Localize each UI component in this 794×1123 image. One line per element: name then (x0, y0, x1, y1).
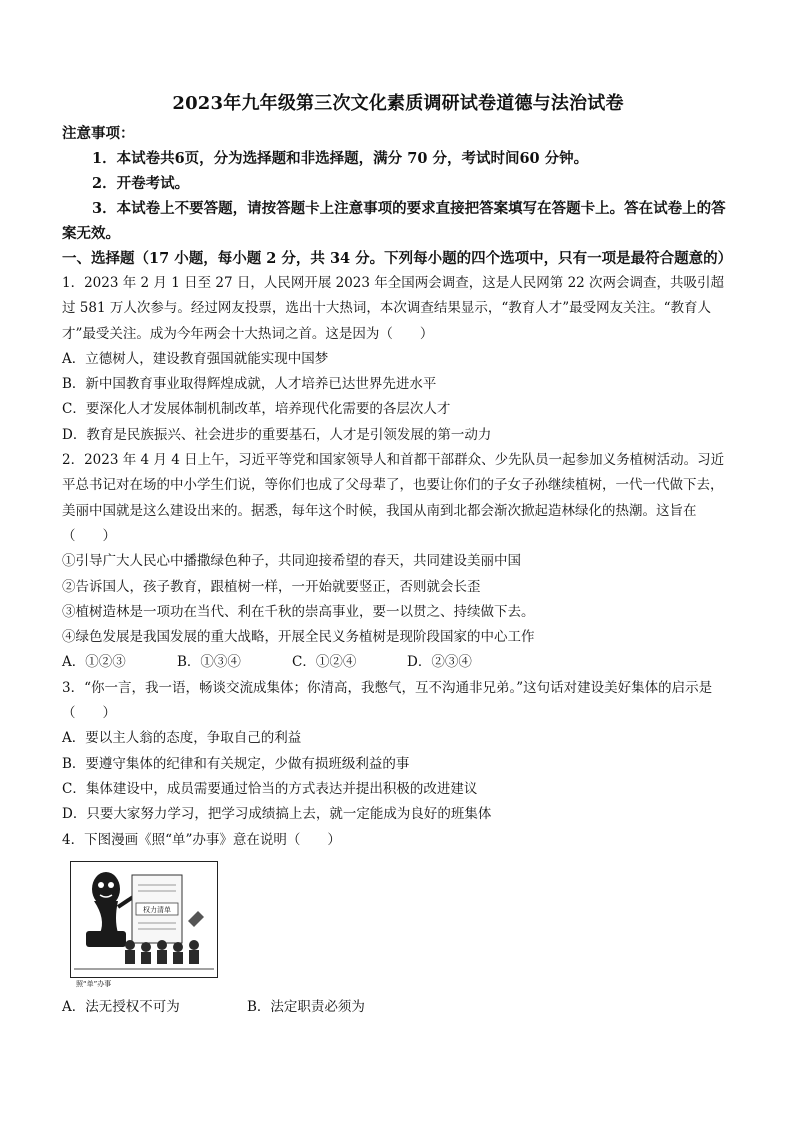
question-3-option-c: C．集体建设中，成员需要通过恰当的方式表达并提出积极的改进建议 (62, 780, 478, 797)
question-1-option-c: C．要深化人才发展体制机制改革，培养现代化需要的各层次人才 (62, 401, 451, 418)
cartoon-caption: 照“单”办事 (76, 979, 112, 988)
question-2-option-b: B．①③④ (177, 654, 241, 671)
question-3-stem: 3．“你一言，我一语，畅谈交流成集体；你清高，我憋气，互不沟通非兄弟。”这句话对建设美好集体的启示是（ ） (62, 679, 713, 722)
question-3-option-b: B．要遵守集体的纪律和有关规定，少做有损班级利益的事 (62, 755, 410, 772)
question-1-option-b: B．新中国教育事业取得辉煌成就，人才培养已达世界先进水平 (62, 376, 437, 393)
question-4-option-a: A．法无授权不可为 (62, 998, 180, 1015)
question-1-option-d: D．教育是民族振兴、社会进步的重要基石，人才是引领发展的第一动力 (62, 426, 492, 443)
question-4-stem: 4．下图漫画《照“单”办事》意在说明（ ） (62, 831, 341, 848)
notice-item-3: 3．本试卷上不要答题，请按答题卡上注意事项的要求直接把答案填写在答题卡上。答在试卷上的答案无效。 (62, 200, 726, 242)
question-4-option-b: B．法定职责必须为 (247, 998, 365, 1015)
question-2-option-c: C．①②④ (292, 654, 357, 671)
question-4-options (62, 995, 734, 1020)
cartoon-sign-text: 权力清单 (143, 905, 171, 914)
question-2-statement-2: ②告诉国人，孩子教育，跟植树一样，一开始就要竖正，否则就会长歪 (62, 578, 481, 595)
section-heading: 一、选择题（17 小题，每小题 2 分，共 34 分。下列每小题的四个选项中，只有一项是最符合题意的） (62, 250, 733, 267)
question-1-option-a: A．立德树人，建设教育强国就能实现中国梦 (62, 350, 329, 367)
question-3-option-a: A．要以主人翁的态度，争取自己的利益 (62, 730, 302, 747)
question-2-option-d: D．②③④ (407, 654, 472, 671)
notice-item-2: 2．开卷考试。 (92, 175, 190, 192)
question-3-option-d: D．只要大家努力学习，把学习成绩搞上去，就一定能成为良好的班集体 (62, 806, 492, 823)
question-2-statement-1: ①引导广大人民心中播撒绿色种子，共同迎接希望的春天，共同建设美丽中国 (62, 553, 521, 570)
notice-item-1: 1．本试卷共6页，分为选择题和非选择题，满分 70 分，考试时间60 分钟。 (92, 150, 589, 167)
question-1-stem: 1．2023 年 2 月 1 日至 27 日，人民网开展 2023 年全国两会调查，这是人民网第 22 次两会调查，共吸引超过 581 万人次参与。经过网友投票，选出十大热词，本次调查结果显示，“教育人才”最受网友关注。“教育人才”最受关注。成为今年两会十大热词之首。这是因为（ ） (62, 275, 725, 342)
exam-page (62, 92, 734, 1020)
page-title: 2023年九年级第三次文化素质调研试卷道德与法治试卷 (172, 93, 624, 114)
question-2-stem: 2．2023 年 4 月 4 日上午，习近平等党和国家领导人和首都干部群众、少先队员一起参加义务植树活动。习近平总书记对在场的中小学生们说，等你们也成了父母辈了，也要让你们的子女子孙继续植树，一代一代做下去，美丽中国就是这么建设出来的。据悉，每年这个时候，我国从南到北都会渐次掀起造林绿化的热潮。这旨在（ ） (62, 452, 725, 544)
question-2-option-a: A．①②③ (62, 654, 126, 671)
question-2-options (62, 650, 734, 675)
cartoon-image (70, 861, 218, 989)
question-2-statement-3: ③植树造林是一项功在当代、利在千秋的崇高事业，要一以贯之、持续做下去。 (62, 603, 535, 620)
notice-heading: 注意事项： (62, 125, 135, 142)
question-2-statement-4: ④绿色发展是我国发展的重大战略，开展全民义务植树是现阶段国家的中心工作 (62, 629, 535, 646)
